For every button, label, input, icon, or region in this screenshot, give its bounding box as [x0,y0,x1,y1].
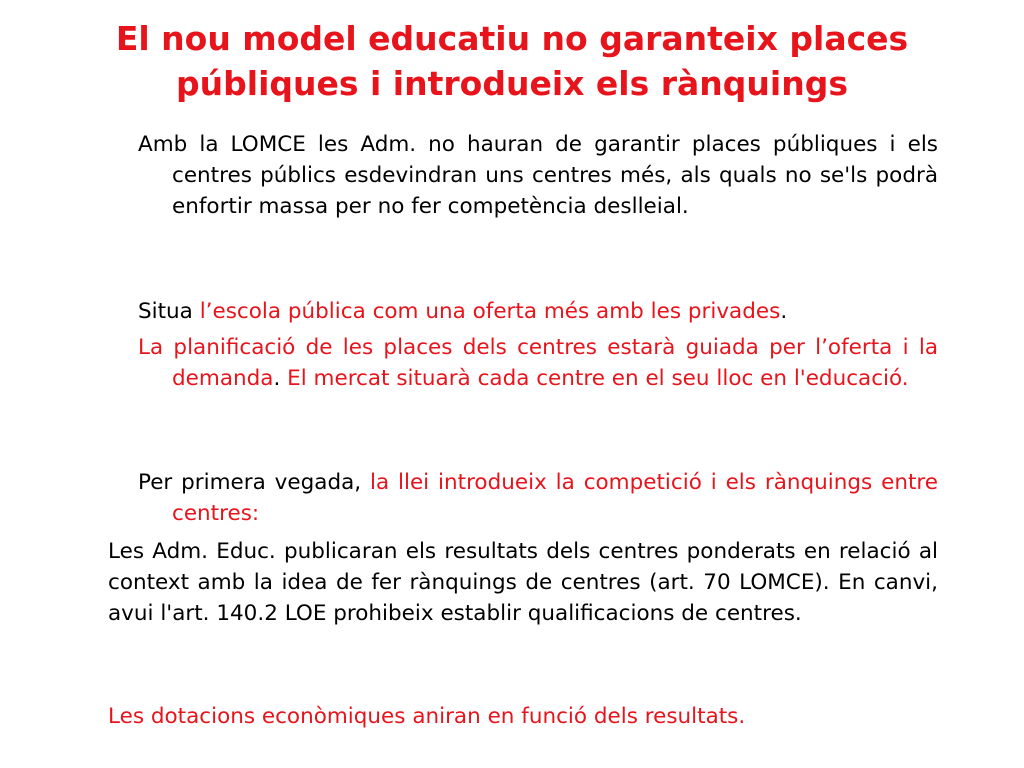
paragraph-ranquings-lomce [108,536,938,629]
p3-text-a: La planificació de les places dels centres estarà guiada per l’oferta i la demanda [138,335,938,391]
p4-text-b: la llei introdueix la competició i els rànquings entre centres: [172,470,938,526]
paragraph-planificacio [138,332,938,394]
p2-text-a: Situa [138,299,200,324]
p2-text-b: l’escola pública com una oferta més amb les privades [199,299,781,324]
p3-text-b: . [273,366,288,391]
paragraph-lomce-places [138,129,938,222]
p2-text-c: . [780,299,788,324]
paragraph-competicio [138,467,938,529]
p5-text: Les Adm. Educ. publicaran els resultats dels centres ponderats en relació al context amb la idea de fer rànquings de centres (art. 70 LOMCE). En canvi, avui l'art. 140.2 LOE prohibeix establir qualificacions de centres. [108,539,938,626]
title-line-1: El nou model educatiu no garanteix places [115,19,909,58]
p4-text-a: Per primera vegada, [138,470,370,495]
p6-text: Les dotacions econòmiques aniran en funció dels resultats. [108,704,746,729]
title-line-2: públiques i introdueix els rànquings [176,64,848,103]
p3-text-c: El mercat situarà cada centre en el seu lloc en l'educació. [287,366,909,391]
p1-text: Amb la LOMCE les Adm. no hauran de garantir places públiques i els centres públics esdevindran uns centres més, als quals no se'ls podrà enfortir massa per no fer competència deslleial. [138,132,938,219]
paragraph-dotacions [108,701,938,732]
slide-title [40,16,984,106]
paragraph-escola-publica [138,296,938,327]
